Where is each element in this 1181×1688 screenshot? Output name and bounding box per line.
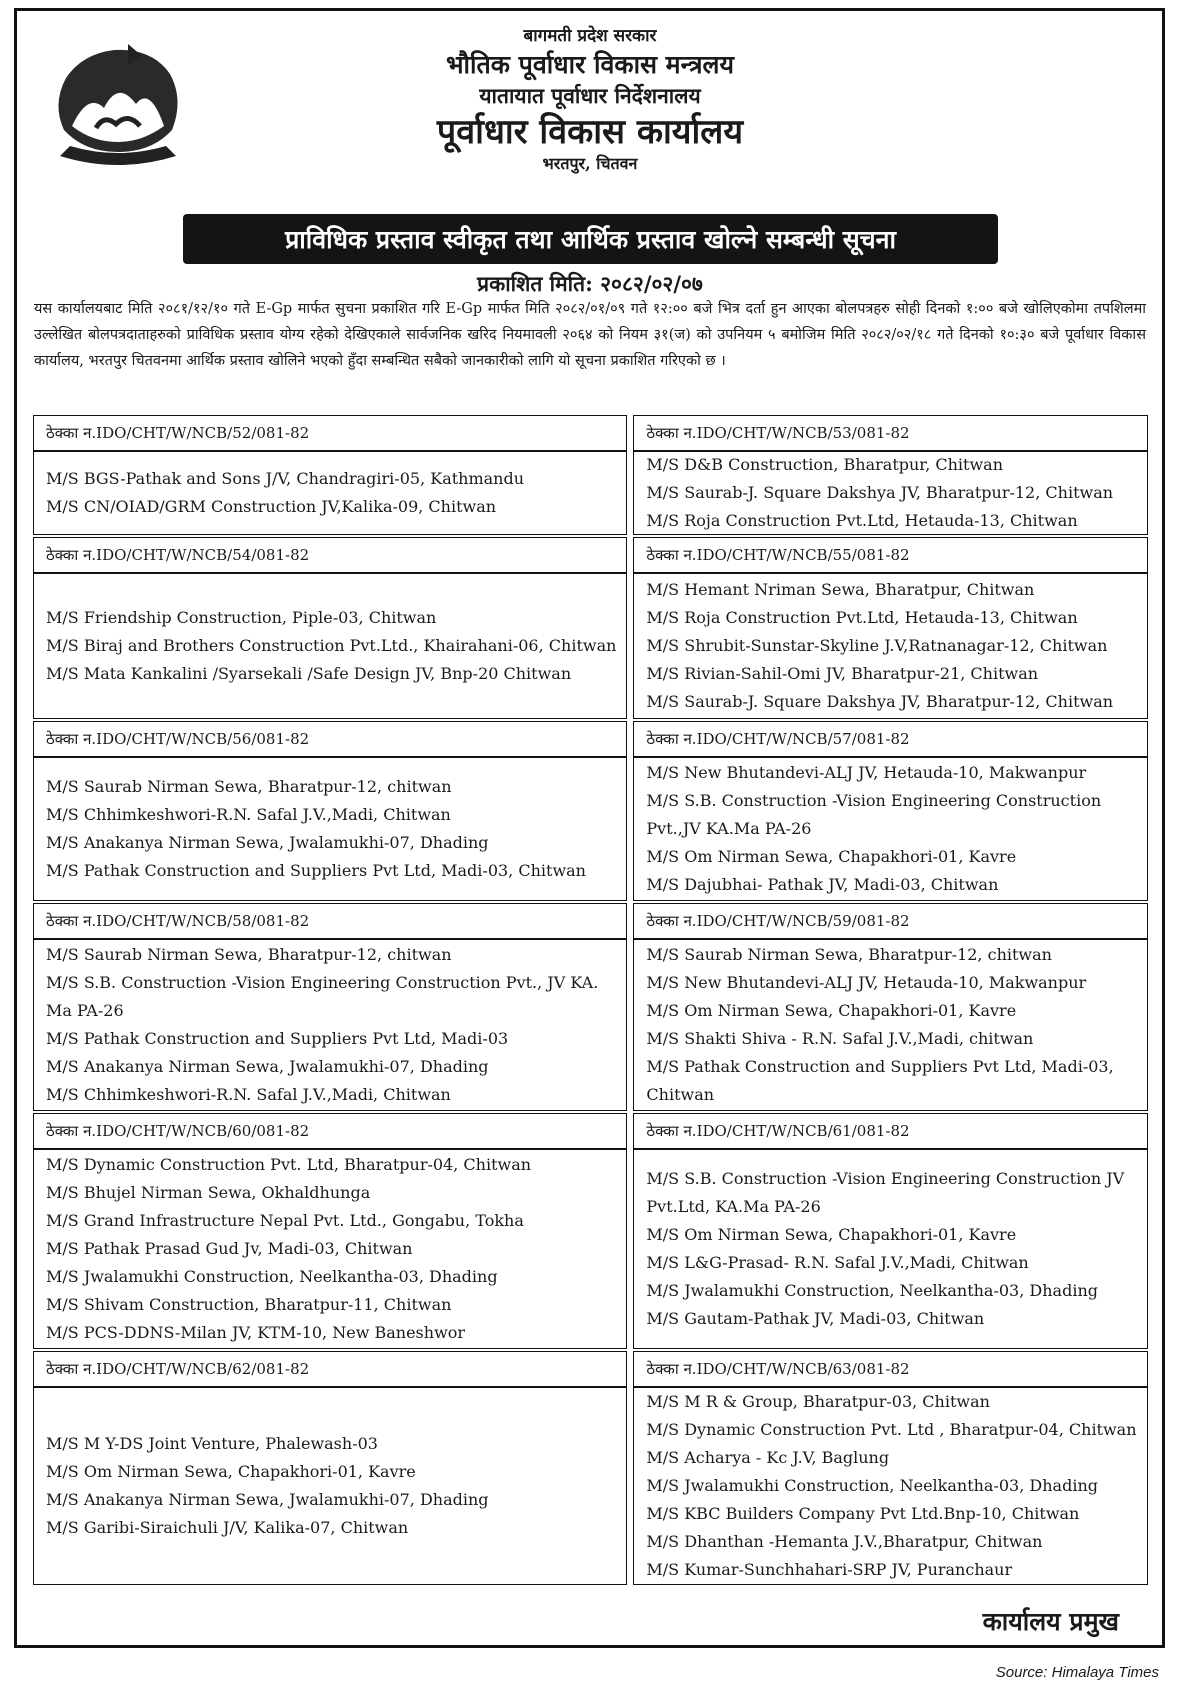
- bidder-item: M/S Saurab Nirman Sewa, Bharatpur-12, chitwan: [46, 777, 452, 796]
- bidder-item: M/S Biraj and Brothers Construction Pvt.Ltd., Khairahani-06, Chitwan: [46, 636, 617, 655]
- bidder-item: M/S Anakanya Nirman Sewa, Jwalamukhi-07, Dhading: [46, 833, 489, 852]
- bidder-item: M/S Dhanthan -Hemanta J.V.,Bharatpur, Chitwan: [646, 1532, 1043, 1551]
- bidder-list: [633, 1387, 1147, 1585]
- bidder-item: M/S New Bhutandevi-ALJ JV, Hetauda-10, Makwanpur: [646, 973, 1087, 992]
- bidder-list: [33, 1387, 627, 1585]
- bidder-item: M/S Om Nirman Sewa, Chapakhori-01, Kavre: [646, 847, 1017, 866]
- bidder-item: M/S BGS-Pathak and Sons J/V, Chandragiri-05, Kathmandu: [46, 469, 525, 488]
- bidder-item: M/S Saurab-J. Square Dakshya JV, Bharatpur-12, Chitwan: [646, 692, 1114, 711]
- nepal-emblem-icon: [42, 34, 194, 168]
- bidder-item: M/S L&G-Prasad- R.N. Safal J.V.,Madi, Chitwan: [646, 1253, 1029, 1272]
- bidder-item: M/S Rivian-Sahil-Omi JV, Bharatpur-21, Chitwan: [646, 664, 1039, 683]
- bidder-list: [633, 451, 1147, 535]
- bidder-item: M/S Mata Kankalini /Syarsekali /Safe Design JV, Bnp-20 Chitwan: [46, 664, 572, 683]
- ministry-name: भौतिक पूर्वाधार विकास मन्त्रलय: [445, 50, 734, 80]
- bidder-item: M/S Shakti Shiva - R.N. Safal J.V.,Madi, chitwan: [646, 1029, 1034, 1048]
- contract-number: ठेक्का न.IDO/CHT/W/NCB/59/081-82: [633, 903, 1147, 939]
- notice-title: प्राविधिक प्रस्ताव स्वीकृत तथा आर्थिक प्रस्ताव खोल्ने सम्बन्धी सूचना: [183, 214, 998, 264]
- source-credit: Source: Himalaya Times: [995, 1664, 1159, 1681]
- bidder-item: M/S Chhimkeshwori-R.N. Safal J.V.,Madi, Chitwan: [46, 805, 451, 824]
- bidder-item: M/S Anakanya Nirman Sewa, Jwalamukhi-07, Dhading: [46, 1057, 489, 1076]
- bidder-item: M/S Jwalamukhi Construction, Neelkantha-03, Dhading: [646, 1476, 1098, 1495]
- bidder-item: M/S Gautam-Pathak JV, Madi-03, Chitwan: [646, 1309, 985, 1328]
- contract-number: ठेक्का न.IDO/CHT/W/NCB/53/081-82: [633, 415, 1147, 451]
- bidder-item: M/S Kumar-Sunchhahari-SRP JV, Puranchaur: [646, 1560, 1013, 1579]
- bidder-list: [33, 451, 627, 535]
- bidder-item: M/S Pathak Prasad Gud Jv, Madi-03, Chitwan: [46, 1239, 413, 1258]
- bidder-item: M/S S.B. Construction -Vision Engineering Construction Pvt.,JV KA.Ma PA-26: [646, 791, 1102, 838]
- bidder-item: M/S Om Nirman Sewa, Chapakhori-01, Kavre: [46, 1462, 416, 1481]
- bidder-item: M/S S.B. Construction -Vision Engineering Construction JV Pvt.Ltd, KA.Ma PA-26: [646, 1169, 1125, 1216]
- bidder-item: M/S Pathak Construction and Suppliers Pvt Ltd, Madi-03, Chitwan: [646, 1057, 1114, 1104]
- bidder-item: M/S Om Nirman Sewa, Chapakhori-01, Kavre: [646, 1001, 1017, 1020]
- bidder-item: M/S Om Nirman Sewa, Chapakhori-01, Kavre: [646, 1225, 1017, 1244]
- contract-number: ठेक्का न.IDO/CHT/W/NCB/61/081-82: [633, 1113, 1147, 1149]
- bidder-list: [33, 1149, 627, 1349]
- bidder-item: M/S Dynamic Construction Pvt. Ltd, Bharatpur-04, Chitwan: [46, 1155, 532, 1174]
- contracts-table: [33, 413, 1142, 1585]
- bidder-item: M/S Saurab-J. Square Dakshya JV, Bharatpur-12, Chitwan: [646, 483, 1114, 502]
- bidder-list: [633, 757, 1147, 901]
- bidder-item: M/S D&B Construction, Bharatpur, Chitwan: [646, 455, 1003, 474]
- bidder-item: M/S Bhujel Nirman Sewa, Okhaldhunga: [46, 1183, 371, 1202]
- province-govt: बागमती प्रदेश सरकार: [523, 26, 657, 46]
- signature-office-chief: कार्यालय प्रमुख: [982, 1607, 1119, 1636]
- office-header: [250, 26, 930, 174]
- bidder-item: M/S Jwalamukhi Construction, Neelkantha-03, Dhading: [46, 1267, 498, 1286]
- bidder-item: M/S Chhimkeshwori-R.N. Safal J.V.,Madi, Chitwan: [46, 1085, 451, 1104]
- published-date: प्रकाशित मिति: २०८२/०२/०७: [477, 271, 703, 296]
- intro-paragraph: यस कार्यालयबाट मिति २०८१/१२/१० गते E-Gp मार्फत सुचना प्रकाशित गरि E-Gp मार्फत मिति २०८२/०१/०९ गते १२:०० बजे भित्र दर्ता हुन आएका बोलपत्रहरु सोही दिनको १:०० बजे खोलिएकोमा तपशिलमा उल्लेखित बोलपत्रदाताहरुको प्राविधिक प्रस्ताव योग्य रहेको देखिएकाले सार्वजनिक खरिद नियमावली २०६४ को नियम ३१(ज) को उपनियम ५ बमोजिम मिति २०८२/०२/१८ गते दिनको १०:३० बजे पूर्वाधार विकास कार्यालय, भरतपुर चितवनमा आर्थिक प्रस्ताव खोलिने भएको हुँदा सम्बन्धित सबैको जानकारीको लागि यो सूचना प्रकाशित गरिएको छ ।: [34, 301, 1146, 369]
- bidder-item: M/S Shivam Construction, Bharatpur-11, Chitwan: [46, 1295, 452, 1314]
- bidder-item: M/S Grand Infrastructure Nepal Pvt. Ltd., Gongabu, Tokha: [46, 1211, 524, 1230]
- bidder-item: M/S Roja Construction Pvt.Ltd, Hetauda-13, Chitwan: [646, 511, 1078, 530]
- bidder-item: M/S S.B. Construction -Vision Engineering Construction Pvt., JV KA. Ma PA-26: [46, 973, 599, 1020]
- office-location: भरतपुर, चितवन: [542, 154, 638, 174]
- bidder-item: M/S Anakanya Nirman Sewa, Jwalamukhi-07, Dhading: [46, 1490, 489, 1509]
- contract-number: ठेक्का न.IDO/CHT/W/NCB/56/081-82: [33, 721, 627, 757]
- bidder-item: M/S M R & Group, Bharatpur-03, Chitwan: [646, 1392, 990, 1411]
- bidder-item: M/S M Y-DS Joint Venture, Phalewash-03: [46, 1434, 378, 1453]
- bidder-list: [633, 939, 1147, 1111]
- contract-number: ठेक्का न.IDO/CHT/W/NCB/58/081-82: [33, 903, 627, 939]
- contract-number: ठेक्का न.IDO/CHT/W/NCB/54/081-82: [33, 537, 627, 573]
- bidder-item: M/S Friendship Construction, Piple-03, Chitwan: [46, 608, 437, 627]
- bidder-item: M/S Jwalamukhi Construction, Neelkantha-03, Dhading: [646, 1281, 1098, 1300]
- bidder-item: M/S Hemant Nriman Sewa, Bharatpur, Chitwan: [646, 580, 1035, 599]
- contract-number: ठेक्का न.IDO/CHT/W/NCB/57/081-82: [633, 721, 1147, 757]
- bidder-item: M/S Dajubhai- Pathak JV, Madi-03, Chitwan: [646, 875, 999, 894]
- bidder-list: [33, 939, 627, 1111]
- bidder-item: M/S Acharya - Kc J.V, Baglung: [646, 1448, 890, 1467]
- bidder-item: M/S Roja Construction Pvt.Ltd, Hetauda-13, Chitwan: [646, 608, 1078, 627]
- bidder-item: M/S CN/OIAD/GRM Construction JV,Kalika-09, Chitwan: [46, 497, 497, 516]
- bidder-item: M/S Saurab Nirman Sewa, Bharatpur-12, chitwan: [646, 945, 1052, 964]
- contract-number: ठेक्का न.IDO/CHT/W/NCB/55/081-82: [633, 537, 1147, 573]
- contract-number: ठेक्का न.IDO/CHT/W/NCB/63/081-82: [633, 1351, 1147, 1387]
- bidder-item: M/S Pathak Construction and Suppliers Pvt Ltd, Madi-03, Chitwan: [46, 861, 586, 880]
- bidder-item: M/S Garibi-Siraichuli J/V, Kalika-07, Chitwan: [46, 1518, 409, 1537]
- bidder-item: M/S Saurab Nirman Sewa, Bharatpur-12, chitwan: [46, 945, 452, 964]
- bidder-item: M/S Dynamic Construction Pvt. Ltd , Bharatpur-04, Chitwan: [646, 1420, 1137, 1439]
- bidder-item: M/S KBC Builders Company Pvt Ltd.Bnp-10, Chitwan: [646, 1504, 1080, 1523]
- bidder-item: M/S Pathak Construction and Suppliers Pvt Ltd, Madi-03: [46, 1029, 509, 1048]
- office-name: पूर्वाधार विकास कार्यालय: [436, 111, 744, 152]
- bidder-list: [33, 573, 627, 719]
- contract-number: ठेक्का न.IDO/CHT/W/NCB/62/081-82: [33, 1351, 627, 1387]
- contract-number: ठेक्का न.IDO/CHT/W/NCB/52/081-82: [33, 415, 627, 451]
- bidder-list: [33, 757, 627, 901]
- bidder-item: M/S Shrubit-Sunstar-Skyline J.V,Ratnanagar-12, Chitwan: [646, 636, 1108, 655]
- bidder-item: M/S PCS-DDNS-Milan JV, KTM-10, New Baneshwor: [46, 1323, 466, 1342]
- contract-number: ठेक्का न.IDO/CHT/W/NCB/60/081-82: [33, 1113, 627, 1149]
- bidder-list: [633, 573, 1147, 719]
- bidder-list: [633, 1149, 1147, 1349]
- directorate-name: यातायात पूर्वाधार निर्देशनालय: [479, 82, 701, 108]
- bidder-item: M/S New Bhutandevi-ALJ JV, Hetauda-10, Makwanpur: [646, 763, 1087, 782]
